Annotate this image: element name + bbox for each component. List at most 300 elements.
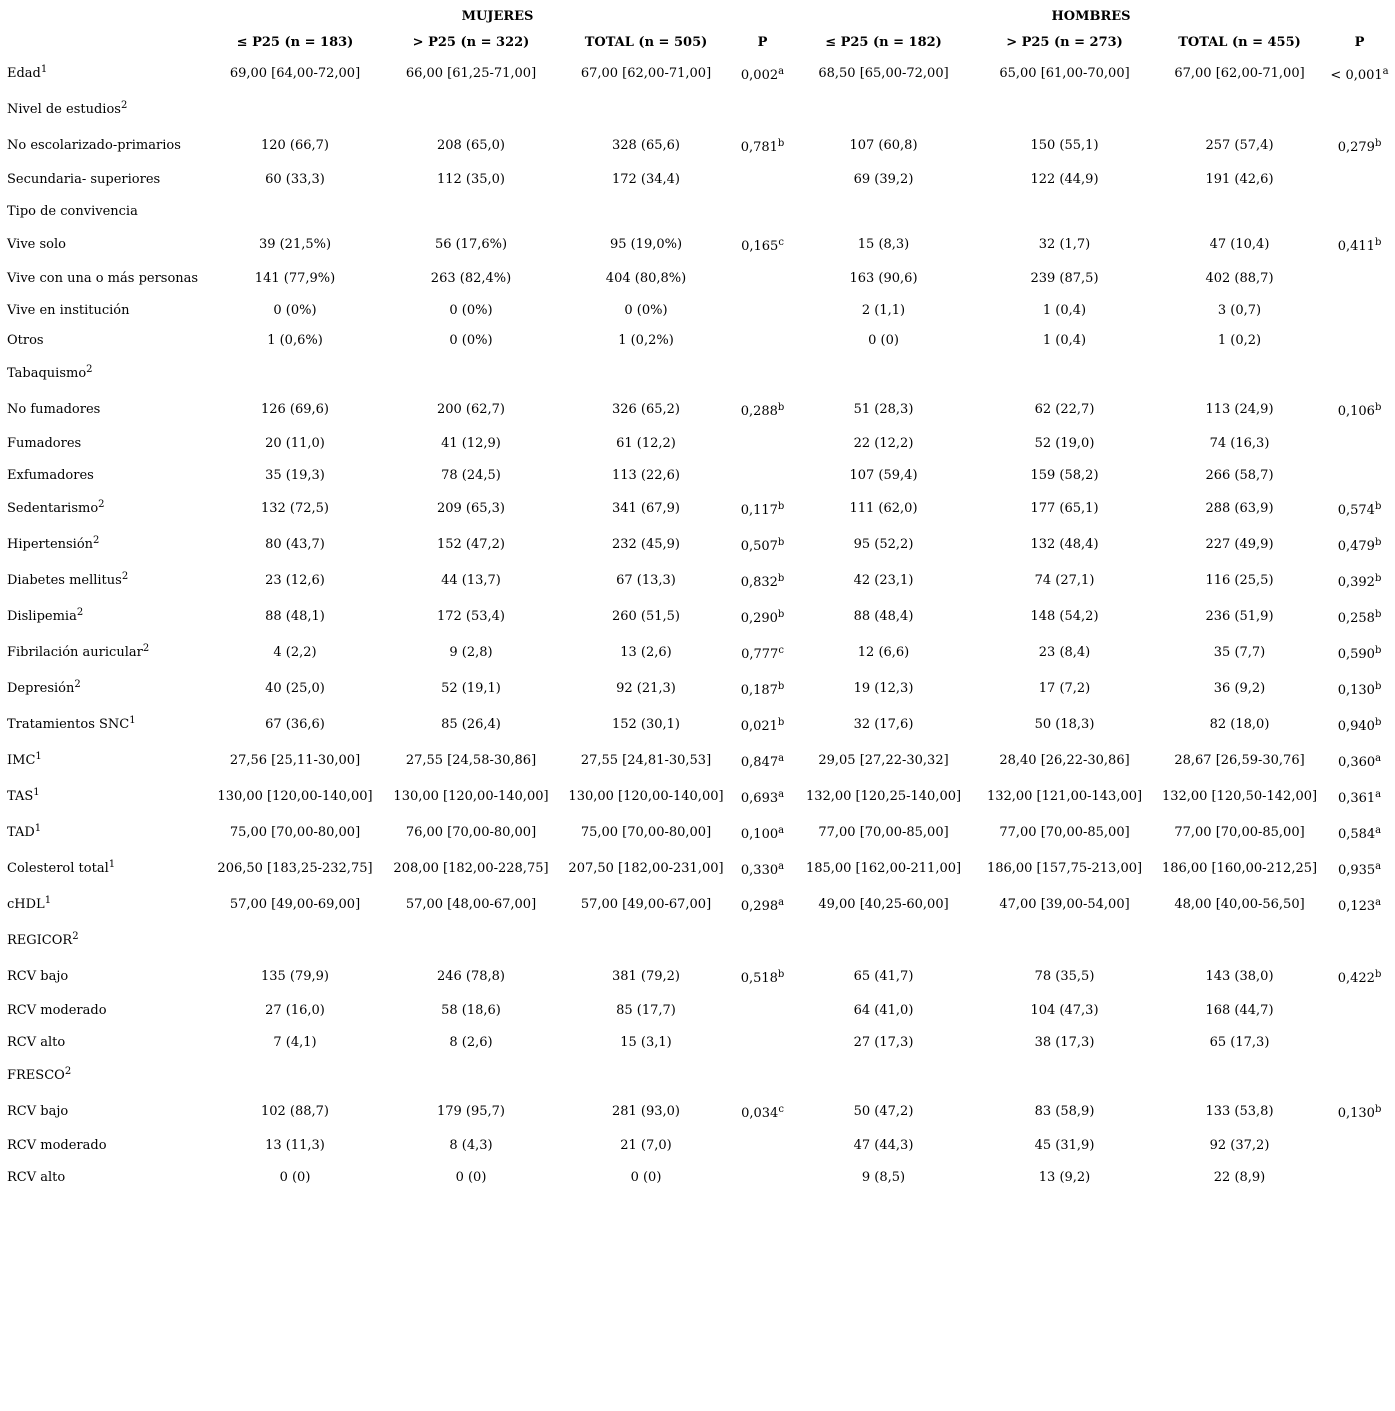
table-cell [205, 850, 385, 886]
table-cell [790, 1093, 977, 1129]
cell-value: 185,00 [162,00-211,00] [805, 860, 962, 876]
cell-value: 3 (0,7) [1217, 302, 1262, 318]
row-label [2, 850, 205, 886]
table-cell [385, 1162, 557, 1192]
test-marker: b [1374, 501, 1382, 512]
table-row [2, 742, 1392, 778]
table-cell [790, 55, 977, 91]
footnote-marker: 2 [93, 534, 100, 546]
cell-value: 92 (21,3) [616, 680, 676, 696]
table-cell [557, 1027, 735, 1057]
table-cell [557, 325, 735, 355]
cell-value: 50 (47,2) [853, 1103, 914, 1119]
table-cell [205, 295, 385, 325]
table-cell [205, 460, 385, 490]
table-row [2, 355, 1392, 391]
row-label [2, 1057, 205, 1093]
p-value-cell [735, 1129, 790, 1162]
row-label [2, 562, 205, 598]
table-cell [1152, 1162, 1327, 1192]
cell-value: 17 (7,2) [1038, 680, 1091, 696]
table-row [2, 91, 1392, 127]
table-cell [977, 325, 1152, 355]
p-value: 0,411 [1337, 239, 1375, 254]
table-cell [790, 598, 977, 634]
cell-value: 45 (31,9) [1034, 1138, 1095, 1153]
cell-value: 0 (0) [279, 1169, 311, 1185]
cell-value: 29,05 [27,22-30,32] [818, 752, 949, 768]
footnote-marker: 2 [98, 498, 105, 510]
cell-value: 152 (30,1) [611, 716, 681, 732]
table-cell [790, 814, 977, 850]
table-row [2, 850, 1392, 886]
cell-value: 39 (21,5%) [258, 236, 332, 252]
test-marker: b [1374, 1104, 1382, 1115]
cell-value: 65 (17,3) [1209, 1034, 1270, 1050]
table-cell [790, 391, 977, 427]
p-value-cell [735, 127, 790, 163]
cell-value: 104 (47,3) [1030, 1003, 1099, 1018]
table-cell [385, 886, 557, 922]
p-value-cell [1327, 526, 1392, 562]
p-value: 0,279 [1337, 140, 1375, 155]
table-cell [1152, 226, 1327, 262]
table-cell [557, 814, 735, 850]
cell-value: 257 (57,4) [1205, 137, 1274, 153]
table-row [2, 922, 1392, 958]
p-value-cell [1327, 778, 1392, 814]
cell-value: 2 (1,1) [861, 302, 906, 318]
table-cell [977, 490, 1152, 526]
table-cell [977, 958, 1152, 994]
table-cell [977, 670, 1152, 706]
row-label [2, 1129, 205, 1162]
table-cell [205, 742, 385, 778]
table-cell [385, 1093, 557, 1129]
row-label [2, 295, 205, 325]
p-value: 0,165 [741, 239, 779, 254]
row-label-text: Edad [7, 65, 41, 81]
cell-value: 132,00 [120,25-140,00] [805, 788, 962, 804]
test-marker: a [1375, 897, 1382, 908]
header-empty [2, 29, 205, 55]
footnote-marker: 2 [64, 1065, 72, 1077]
table-cell [205, 91, 385, 127]
p-value-cell [735, 922, 790, 958]
test-marker: b [1374, 237, 1382, 248]
table-cell [1152, 196, 1327, 226]
cell-value: 47,00 [39,00-54,00] [999, 896, 1130, 912]
row-label [2, 670, 205, 706]
table-cell [977, 994, 1152, 1027]
table-cell [790, 922, 977, 958]
row-label-text: Sedentarismo [7, 500, 99, 516]
p-value: 0,360 [1337, 755, 1376, 770]
cell-value: 143 (38,0) [1205, 968, 1274, 984]
p-value: 0,130 [1337, 1106, 1375, 1121]
table-cell [557, 226, 735, 262]
footnote-marker: 1 [35, 750, 42, 762]
cell-value: 80 (43,7) [265, 536, 325, 552]
row-label [2, 391, 205, 427]
table-cell [385, 562, 557, 598]
row-label [2, 490, 205, 526]
cell-value: 150 (55,1) [1030, 137, 1099, 153]
cell-value: 92 (37,2) [1209, 1138, 1270, 1153]
p-value-cell [1327, 325, 1392, 355]
table-cell [205, 490, 385, 526]
table-row [2, 295, 1392, 325]
p-value-cell [735, 196, 790, 226]
cell-value: 12 (6,6) [857, 644, 910, 660]
cell-value: 186,00 [160,00-212,25] [1161, 860, 1318, 876]
cell-value: 0 (0) [868, 332, 899, 348]
table-row [2, 490, 1392, 526]
footnote-marker: 2 [76, 606, 84, 618]
table-cell [977, 598, 1152, 634]
table-cell [977, 226, 1152, 262]
p-value-cell [1327, 163, 1392, 196]
table-cell [1152, 922, 1327, 958]
p-value-cell [735, 325, 790, 355]
p-value: 0,935 [1337, 863, 1376, 878]
p-value-cell [1327, 460, 1392, 490]
cell-value: 132 (48,4) [1030, 536, 1099, 552]
p-value: 0,847 [740, 755, 779, 770]
cell-value: 32 (17,6) [853, 716, 914, 732]
p-value: 0,507 [740, 539, 778, 554]
table-cell [385, 460, 557, 490]
table-cell [977, 91, 1152, 127]
table-row [2, 994, 1392, 1027]
row-label [2, 1162, 205, 1192]
p-value-cell [735, 1057, 790, 1093]
p-value-cell [1327, 196, 1392, 226]
table-cell [977, 886, 1152, 922]
table-cell [977, 1057, 1152, 1093]
table-cell [977, 1027, 1152, 1057]
table-cell [1152, 562, 1327, 598]
row-label-text: Fumadores [7, 436, 82, 451]
cell-value: 209 (65,3) [436, 500, 506, 516]
table-cell [977, 742, 1152, 778]
cell-value: 402 (88,7) [1205, 271, 1274, 286]
table-cell [557, 1129, 735, 1162]
row-label-text: Tabaquismo [7, 365, 87, 381]
p-value: 0,021 [740, 719, 778, 734]
table-cell [205, 226, 385, 262]
cell-value: 58 (18,6) [441, 1003, 501, 1018]
table-cell [1152, 778, 1327, 814]
test-marker: c [778, 237, 784, 248]
table-cell [385, 427, 557, 460]
cell-value: 95 (19,0%) [609, 236, 683, 252]
table-cell [385, 922, 557, 958]
row-label-text: Diabetes mellitus [7, 572, 122, 588]
table-cell [1152, 262, 1327, 295]
p-value-cell [1327, 994, 1392, 1027]
p-value-cell [1327, 1057, 1392, 1093]
cell-value: 135 (79,9) [260, 968, 330, 984]
cell-value: 148 (54,2) [1030, 608, 1099, 624]
p-value: 0,584 [1337, 827, 1376, 842]
cell-value: 19 (12,3) [853, 680, 914, 696]
row-label [2, 994, 205, 1027]
table-cell [1152, 814, 1327, 850]
p-value: 0,832 [740, 575, 778, 590]
cell-value: 381 (79,2) [611, 968, 681, 984]
test-marker: a [778, 897, 785, 908]
row-label [2, 325, 205, 355]
table-row [2, 634, 1392, 670]
cell-value: 281 (93,0) [611, 1103, 681, 1119]
table-cell [205, 1129, 385, 1162]
table-cell [1152, 127, 1327, 163]
p-value-cell [1327, 706, 1392, 742]
cell-value: 67 (13,3) [616, 572, 676, 588]
cell-value: 62 (22,7) [1034, 401, 1095, 417]
table-cell [1152, 427, 1327, 460]
table-row [2, 127, 1392, 163]
table-cell [557, 490, 735, 526]
row-label [2, 526, 205, 562]
footnote-marker: 1 [108, 858, 116, 870]
cell-value: 4 (2,2) [273, 644, 317, 660]
table-row [2, 1129, 1392, 1162]
row-label [2, 226, 205, 262]
row-label-text: RCV alto [7, 1034, 66, 1050]
p-value-cell [1327, 490, 1392, 526]
table-cell [557, 163, 735, 196]
table-cell [557, 295, 735, 325]
table-cell [205, 325, 385, 355]
cell-value: 35 (7,7) [1213, 644, 1266, 660]
table-cell [977, 1129, 1152, 1162]
p-value-cell [1327, 1162, 1392, 1192]
table-cell [557, 598, 735, 634]
table-row [2, 706, 1392, 742]
p-value-cell [1327, 55, 1392, 91]
row-label-text: Nivel de estudios [7, 101, 121, 117]
cell-value: 49,00 [40,25-60,00] [818, 896, 949, 912]
table-cell [557, 562, 735, 598]
row-label-text: REGICOR [7, 932, 73, 948]
cell-value: 9 (2,8) [449, 644, 493, 660]
column-header: ≤ P25 (n = 182) [825, 34, 942, 50]
cell-value: 132 (72,5) [260, 500, 330, 516]
table-cell [977, 922, 1152, 958]
p-value-cell [1327, 562, 1392, 598]
table-cell [385, 634, 557, 670]
table-cell [977, 262, 1152, 295]
table-cell [385, 850, 557, 886]
p-value: 0,288 [740, 404, 778, 419]
row-label-text: TAS [7, 788, 34, 804]
p-value-cell [735, 163, 790, 196]
table-cell [205, 163, 385, 196]
column-header: TOTAL (n = 455) [1178, 34, 1301, 50]
table-cell [205, 55, 385, 91]
p-value-cell [1327, 922, 1392, 958]
table-cell [557, 1057, 735, 1093]
cell-value: 85 (17,7) [616, 1003, 676, 1018]
table-cell [557, 778, 735, 814]
cell-value: 13 (2,6) [620, 644, 672, 660]
cell-value: 83 (58,9) [1034, 1103, 1095, 1119]
table-row [2, 427, 1392, 460]
table-cell [557, 460, 735, 490]
row-label [2, 91, 205, 127]
cell-value: 1 (0,4) [1042, 332, 1087, 348]
table-cell [205, 814, 385, 850]
p-value-cell [735, 814, 790, 850]
p-value: 0,693 [740, 791, 779, 806]
row-label-text: FRESCO [7, 1067, 65, 1083]
table-cell [385, 1057, 557, 1093]
p-value-cell [1327, 670, 1392, 706]
cell-value: 42 (23,1) [853, 572, 914, 588]
table-cell [205, 127, 385, 163]
cell-value: 75,00 [70,00-80,00] [580, 824, 712, 840]
cell-value: 44 (13,7) [441, 572, 501, 588]
cell-value: 35 (19,3) [265, 467, 325, 483]
row-label [2, 427, 205, 460]
table-cell [385, 355, 557, 391]
table-row [2, 1162, 1392, 1192]
table-cell [557, 634, 735, 670]
footnote-marker: 2 [121, 570, 129, 582]
table-row [2, 262, 1392, 295]
p-value-cell [735, 706, 790, 742]
p-value-cell [1327, 886, 1392, 922]
p-value: 0,518 [740, 971, 778, 986]
row-label [2, 1027, 205, 1057]
table-cell [790, 262, 977, 295]
row-label-text: Depresión [7, 680, 75, 696]
p-value: 0,034 [741, 1106, 779, 1121]
cell-value: 7 (4,1) [273, 1034, 317, 1050]
row-label [2, 814, 205, 850]
p-value-cell [735, 1027, 790, 1057]
p-value-cell [735, 391, 790, 427]
table-cell [205, 1057, 385, 1093]
test-marker: b [1374, 969, 1382, 980]
table-cell [385, 1027, 557, 1057]
table-cell [557, 526, 735, 562]
cell-value: 227 (49,9) [1205, 536, 1274, 552]
cell-value: 208,00 [182,00-228,75] [393, 860, 549, 876]
table-cell [385, 127, 557, 163]
test-marker: c [778, 645, 784, 656]
cell-value: 341 (67,9) [611, 500, 681, 516]
row-label [2, 355, 205, 391]
table-cell [557, 55, 735, 91]
test-marker: a [778, 66, 785, 77]
row-label-text: RCV alto [7, 1169, 66, 1185]
table-cell [385, 742, 557, 778]
cell-value: 40 (25,0) [265, 680, 325, 696]
cell-value: 9 (8,5) [861, 1169, 906, 1185]
p-value: 0,117 [740, 503, 778, 518]
row-label [2, 958, 205, 994]
table-row [2, 391, 1392, 427]
column-header: P [1354, 34, 1365, 50]
table-row [2, 1027, 1392, 1057]
cell-value: 78 (35,5) [1034, 968, 1095, 984]
p-value: 0,479 [1337, 539, 1375, 554]
cell-value: 107 (60,8) [849, 137, 918, 153]
table-cell [790, 886, 977, 922]
row-label [2, 163, 205, 196]
table-cell [205, 958, 385, 994]
p-value: 0,258 [1337, 611, 1375, 626]
cell-value: 13 (11,3) [265, 1138, 325, 1153]
test-marker: a [778, 861, 785, 872]
table-cell [385, 391, 557, 427]
p-value: 0,123 [1337, 899, 1376, 914]
p-value-cell [735, 670, 790, 706]
p-value-cell [735, 958, 790, 994]
footnote-marker: 1 [34, 822, 42, 834]
table-cell [1152, 598, 1327, 634]
p-value-cell [735, 226, 790, 262]
cell-value: 8 (4,3) [449, 1138, 493, 1153]
cell-value: 13 (9,2) [1038, 1169, 1091, 1185]
footnote-marker: 2 [86, 363, 93, 375]
cell-value: 77,00 [70,00-85,00] [1174, 824, 1305, 840]
cell-value: 130,00 [120,00-140,00] [568, 788, 724, 804]
cell-value: 95 (52,2) [853, 536, 914, 552]
cell-value: 186,00 [157,75-213,00] [986, 860, 1143, 876]
cell-value: 48,00 [40,00-56,50] [1174, 896, 1305, 912]
cell-value: 1 (0,2%) [618, 332, 674, 348]
row-label-text: RCV moderado [7, 1138, 107, 1153]
cell-value: 38 (17,3) [1034, 1034, 1095, 1050]
p-value-cell [735, 460, 790, 490]
p-value-cell [735, 1093, 790, 1129]
cell-value: 22 (8,9) [1213, 1169, 1266, 1185]
test-marker: a [1375, 825, 1382, 836]
row-label-text: Fibrilación auricular [7, 644, 143, 660]
p-value-cell [1327, 814, 1392, 850]
table-row [2, 196, 1392, 226]
cell-value: 0 (0%) [449, 332, 493, 348]
table-cell [790, 706, 977, 742]
p-value-cell [735, 55, 790, 91]
p-value: 0,777 [741, 647, 779, 662]
table-cell [557, 1093, 735, 1129]
table-cell [205, 355, 385, 391]
cell-value: 69,00 [64,00-72,00] [229, 65, 361, 81]
cell-value: 0 (0) [455, 1169, 487, 1185]
cell-value: 27,55 [24,81-30,53] [580, 752, 712, 768]
test-marker: b [1374, 537, 1382, 548]
row-label [2, 55, 205, 91]
p-value-cell [735, 295, 790, 325]
footnote-marker: 2 [142, 642, 150, 654]
table-cell [557, 850, 735, 886]
cell-value: 20 (11,0) [265, 436, 325, 451]
table-cell [977, 778, 1152, 814]
table-cell [557, 196, 735, 226]
table-cell [385, 295, 557, 325]
test-marker: a [1375, 861, 1382, 872]
table-cell [205, 262, 385, 295]
table-cell [1152, 1093, 1327, 1129]
p-value-cell [735, 262, 790, 295]
table-cell [557, 922, 735, 958]
cell-value: 208 (65,0) [436, 137, 506, 153]
